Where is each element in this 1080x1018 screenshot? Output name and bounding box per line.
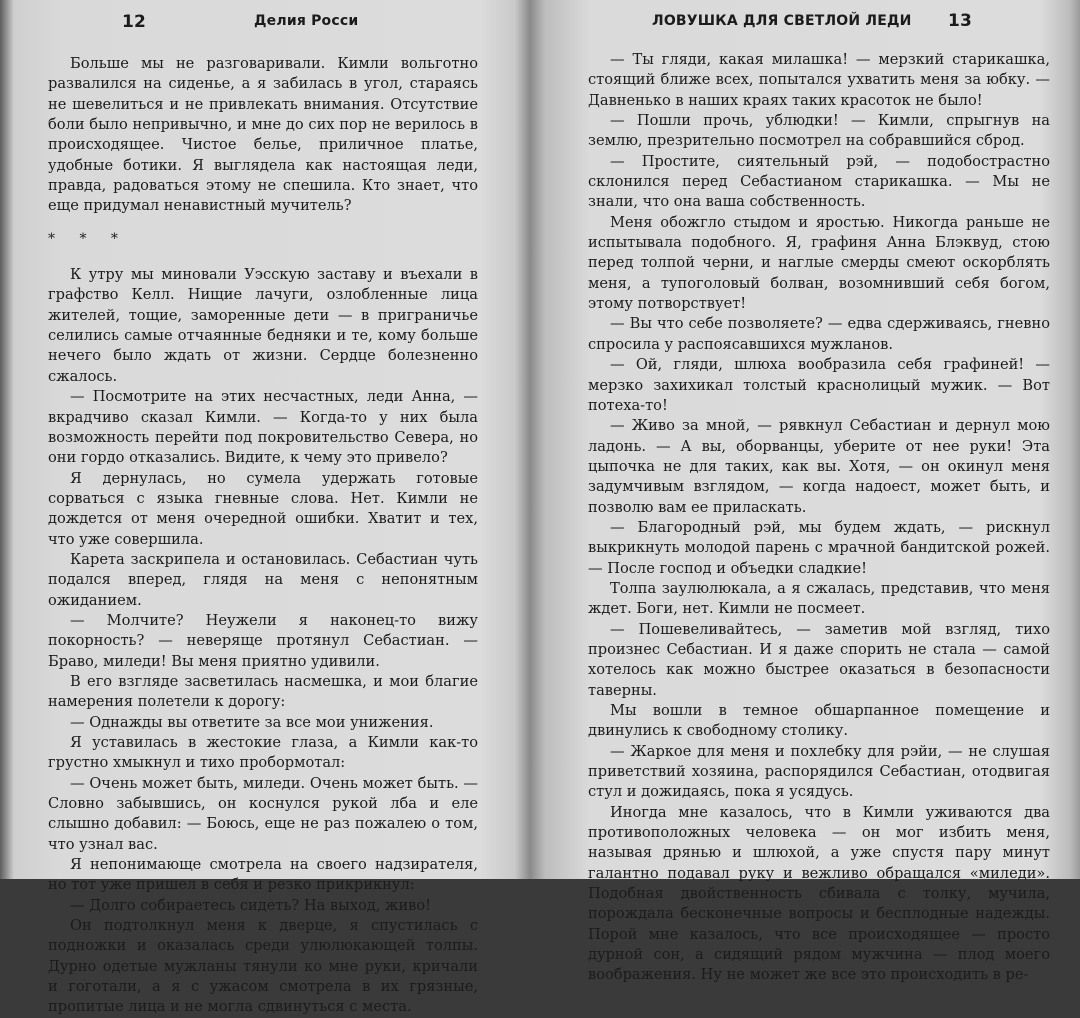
paragraph: Больше мы не разговаривали. Кимли вольготно развалился на сиденье, а я забилась в угол, стараясь не шевелиться и не привлекать внимания. Отсутствие боли было непривычно, и мне до сих пор не верилось в происходящее. Чистое белье, приличное платье, удобные ботики. Я выглядела как настоящая леди, правда, радоваться этому не спешила. Кто знает, что еще придумал ненавистный мучитель? [48, 55, 478, 215]
paragraph: Карета заскрипела и остановилась. Себастиан чуть подался вперед, глядя на меня с непонятным ожиданием. [48, 550, 478, 609]
paragraph: — Однажды вы ответите за все мои унижения. [70, 713, 434, 731]
left-page-text [48, 54, 478, 1018]
paragraph: Иногда мне казалось, что в Кимли уживаются два противоположных человека — он мог избить меня, называя дрянью и шлюхой, а уже спустя пару минут галантно подавал руку и вежливо обращался «миледи». Подобная двойственность сбивала с толку, мучила, порождала бесконечные вопросы и бесплодные надежды. Порой мне казалось, что все происходящее — просто дурной сон, а сидящий рядом мужчина — плод моего воображения. Ну не может же все это происходить в ре- [588, 803, 1050, 984]
paragraph: Я уставилась в жестокие глаза, а Кимли как-то грустно хмыкнул и тихо пробормотал: [48, 734, 478, 772]
right-page [586, 0, 1064, 984]
book-title: ЛОВУШКА ДЛЯ СВЕТЛОЙ ЛЕДИ [652, 13, 912, 29]
left-running-head [22, 12, 498, 38]
paragraph: — Очень может быть, миледи. Очень может быть. — Словно забывшись, он коснулся рукой лба и еле слышно добавил: — Боюсь, еще не раз пожалею о том, что узнал вас. [48, 774, 478, 853]
paragraph: К утру мы миновали Уэсскую заставу и въехали в графство Келл. Нищие лачуги, озлобленные лица жителей, тощие, заморенные дети — в приграничье селились самые отчаянные бедняки и те, кому больше нечего было ждать от жизни. Сердце болезненно сжалось. [48, 266, 478, 385]
paragraph: — Жаркое для меня и похлебку для рэйи, — не слушая приветствий хозяина, распорядился Себастиан, отодвигая стул и дожидаясь, пока я усядусь. [588, 742, 1050, 801]
page-number: 13 [948, 11, 973, 31]
paragraph: — Ой, гляди, шлюха вообразила себя графиней! — мерзко захихикал толстый краснолицый мужик. — Вот потеха-то! [588, 356, 1050, 414]
paragraph: — Молчите? Неужели я наконец-то вижу покорность? — неверяще протянул Себастиан. — Браво, миледи! Вы меня приятно удивили. [48, 611, 478, 670]
left-page [18, 0, 498, 1016]
page-number: 12 [122, 12, 147, 32]
paragraph: В его взгляде засветилась насмешка, и мои благие намерения полетели к дорогу: [48, 672, 478, 711]
paragraph: — Благородный рэй, мы будем ждать, — рискнул выкрикнуть молодой парень с мрачной бандитской рожей. — После господ и объедки сладкие! [588, 518, 1050, 577]
paragraph: — Долго собираетесь сидеть? На выход, живо! [70, 896, 432, 914]
paragraph: — Живо за мной, — рявкнул Себастиан и дернул мою ладонь. — А вы, оборванцы, уберите от нее руки! Эта цыпочка не для таких, как вы. Хотя, — он окинул меня задумчивым взглядом, — когда надоест, может быть, и позволю вам ее приласкать. [588, 417, 1050, 516]
paragraph: — Пошевеливайтесь, — заметив мой взгляд, тихо произнес Себастиан. И я даже спорить не стала — самой хотелось как можно быстрее оказаться в безопасности таверны. [588, 620, 1050, 699]
paragraph: — Ты гляди, какая милашка! — мерзкий старикашка, стоящий ближе всех, попытался ухватить меня за юбку. — Давненько в наших краях таких красоток не было! [588, 51, 1050, 109]
right-running-head [588, 10, 1064, 36]
paragraph: — Посмотрите на этих несчастных, леди Анна, — вкрадчиво сказал Кимли. — Когда-то у них была возможность перейти под покровительство Севера, но они гордо отказались. Видите, к чему это привело? [48, 388, 478, 467]
paragraph: Толпа заулюлюкала, а я сжалась, представив, что меня ждет. Боги, нет. Кимли не посмеет. [588, 579, 1050, 618]
right-page-text [588, 50, 1050, 986]
paragraph: Я непонимающе смотрела на своего надзирателя, но тот уже пришел в себя и резко прикрикнул: [48, 856, 478, 894]
paragraph: — Пошли прочь, ублюдки! — Кимли, спрыгнув на землю, презрительно посмотрел на собравшийся сброд. [588, 112, 1050, 150]
paragraph: Мы вошли в темное обшарпанное помещение и двинулись к свободному столику. [588, 702, 1050, 740]
author-name: Делия Росси [254, 13, 359, 29]
paragraph: — Вы что себе позволяете? — едва сдерживаясь, гневно спросила у распоясавшихся мужланов. [588, 315, 1050, 353]
paragraph: Он подтолкнул меня к дверце, я спустилась с подножки и оказалась среди улюлюкающей толпы. Дурно одетые мужланы тянули ко мне руки, кричали и гоготали, а я с ужасом смотрела в их грязные, пропитые лица и не могла сдвинуться с места. [48, 917, 478, 1016]
paragraph: — Простите, сиятельный рэй, — подобострастно склонился перед Себастианом старикашка. — Мы не знали, что она ваша собственность. [588, 152, 1050, 211]
paragraph: Я дернулась, но сумела удержать готовые сорваться с языка гневные слова. Нет. Кимли не дождется от меня очередной ошибки. Хватит и тех, что уже совершила. [48, 469, 478, 548]
paragraph: Меня обожгло стыдом и яростью. Никогда раньше не испытывала подобного. Я, графиня Анна Блэквуд, стою перед толпой черни, и наглые смерды смеют оскорблять меня, а тупоголовый болван, возомнивший себя богом, этому потворствует! [588, 213, 1050, 313]
section-break: * * * [48, 230, 128, 247]
